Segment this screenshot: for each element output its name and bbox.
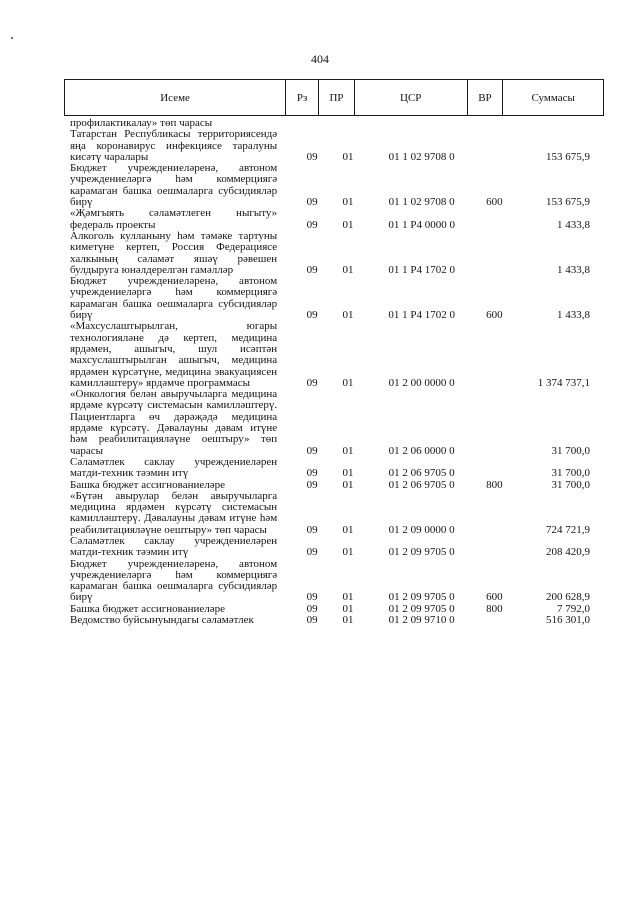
header-sum: Суммасы [531,91,575,104]
scan-speck [11,37,13,39]
sum-cell: 516 301,0 [546,614,590,627]
sum-cell: 724 721,9 [546,523,590,536]
name-cell: Ведомство буйсынуындагы сәламәтлек [70,614,254,627]
rz-cell: 09 [306,196,318,209]
table-row [70,389,590,457]
csr-cell: 01 2 09 9705 0 [388,602,455,615]
table-row [70,231,590,276]
name-cell: Сәламәтлек саклау учреждениеләрен матди-техник тәэмин итү [70,534,278,559]
table-row [70,491,590,536]
rz-cell: 09 [306,150,318,163]
name-cell: Бюджет учреждениеләренә, автоном учреждениеләргә һәм коммерциягә карамаган башка оешмаларга субсидияләр бирү [70,557,278,604]
rz-cell: 09 [306,614,318,627]
pr-cell: 01 [342,309,354,322]
name-cell: Бюджет учреждениеләренә, автоном учреждениеләргә һәм коммерциягә карамаган башка оешмаларга субсидияләр бирү [70,275,278,322]
vr-cell: 600 [486,309,503,322]
header-pr: ПР [319,80,355,115]
rz-cell: 09 [306,309,318,322]
rz-cell: 09 [306,263,318,276]
pr-cell: 01 [342,150,354,163]
table-row [70,536,590,559]
sum-cell: 1 374 737,1 [537,376,590,389]
csr-cell: 01 2 09 9705 0 [388,591,455,604]
csr-cell: 01 2 06 9705 0 [388,467,455,480]
table-row [70,163,590,208]
vr-cell: 800 [486,602,503,615]
sum-cell: 1 433,8 [557,309,590,322]
rz-cell: 09 [306,444,318,457]
rz-cell: 09 [306,218,318,231]
header-name: Исеме [65,80,286,115]
name-cell: профилактикалау» төп чарасы [70,117,213,129]
sum-cell: 153 675,9 [546,196,590,209]
vr-cell: 800 [486,478,503,491]
table-header [64,79,604,116]
name-cell: «Онкология белән авыручыларга медицина ярдәме күрсәтү системасын камилләштерү. Пациентларга өч дәрәҗәдә медицина ярдәме күрсәтү. Дәвалауны дәвам итүне һәм реабилитацияләүне оештыру» төп чарасы [70,388,278,457]
pr-cell: 01 [342,614,354,627]
sum-cell: 1 433,8 [557,263,590,276]
name-cell: Башка бюджет ассигнованиеләре [70,478,225,491]
rz-cell: 09 [306,376,318,389]
name-cell: Сәламәтлек саклау учреждениеләрен матди-техник тәэмин итү [70,455,278,480]
pr-cell: 01 [342,376,354,389]
sum-cell: 200 628,9 [546,591,590,604]
rz-cell: 09 [306,602,318,615]
pr-cell: 01 [342,478,354,491]
header-vr: ВР [468,80,504,115]
pr-cell: 01 [342,467,354,480]
vr-cell: 600 [486,196,503,209]
rz-cell: 09 [306,523,318,536]
table-row [70,457,590,480]
rz-cell: 09 [306,591,318,604]
sum-cell: 1 433,8 [557,218,590,231]
name-cell: Татарстан Республикасы территориясендә яңа коронавирус инфекциясе таралуны кисәтү чаралары [70,128,278,163]
pr-cell: 01 [342,444,354,457]
table-row [70,321,590,389]
csr-cell: 01 1 P4 1702 0 [388,263,455,276]
table-row [70,208,590,231]
table-row [70,276,590,321]
name-cell: «Җәмгыять сәламәтлеген ныгыту» федераль проекты [70,207,278,231]
csr-cell: 01 2 09 9705 0 [388,546,455,559]
vr-cell: 600 [486,591,503,604]
pr-cell: 01 [342,196,354,209]
sum-cell: 208 420,9 [546,546,590,559]
name-cell: Алкоголь кулланыну һәм тәмәке тартуны киметүне кертеп, Россия Федерациясе халкының сәламәт яшәү рәвешен булдыруга юнәлдерелгән гамәлләр [70,229,278,276]
table-body [70,118,590,626]
name-cell: «Махсуслаштырылган, югары технологияләне дә кертеп, медицина ярдәмен, ашыгыч, шул исәптән махсуслаштырылган ашыгыч, медицина ярдәмен күрсәтүне, медицина эвакуациясен камилләштерү» ярдәмче программасы [70,320,278,389]
table-row [70,559,590,604]
table-row [70,129,590,163]
csr-cell: 01 1 P4 1702 0 [388,309,455,322]
csr-cell: 01 2 00 0000 0 [388,376,455,389]
csr-cell: 01 2 09 0000 0 [388,523,455,536]
rz-cell: 09 [306,478,318,491]
csr-cell: 01 1 P4 0000 0 [388,218,455,231]
csr-cell: 01 2 06 9705 0 [388,478,455,491]
sum-cell: 31 700,0 [551,467,590,480]
header-rz: Рз [286,80,319,115]
csr-cell: 01 1 02 9708 0 [388,196,455,209]
page-number: 404 [311,52,329,66]
pr-cell: 01 [342,218,354,231]
header-csr: ЦСР [355,80,468,115]
rz-cell: 09 [306,546,318,559]
pr-cell: 01 [342,263,354,276]
pr-cell: 01 [342,602,354,615]
name-cell: «Бүтән авырулар белән авыручыларга медицина ярдәмен күрсәтү системасын камилләштерү. Дәвалауны дәвам итүне һәм реабилитацияләүне оештыру» төп чарасы [70,489,278,536]
sum-cell: 31 700,0 [551,478,590,491]
sum-cell: 31 700,0 [551,444,590,457]
csr-cell: 01 2 06 0000 0 [388,444,455,457]
pr-cell: 01 [342,591,354,604]
pr-cell: 01 [342,546,354,559]
sum-cell: 7 792,0 [557,602,590,615]
table-row [70,615,590,626]
name-cell: Башка бюджет ассигнованиеләре [70,602,225,615]
name-cell: Бюджет учреждениеләренә, автоном учреждениеләргә һәм коммерциягә карамаган башка оешмаларга субсидияләр бирү [70,162,278,209]
csr-cell: 01 2 09 9710 0 [388,614,455,627]
sum-cell: 153 675,9 [546,150,590,163]
pr-cell: 01 [342,523,354,536]
csr-cell: 01 1 02 9708 0 [388,150,455,163]
rz-cell: 09 [306,467,318,480]
